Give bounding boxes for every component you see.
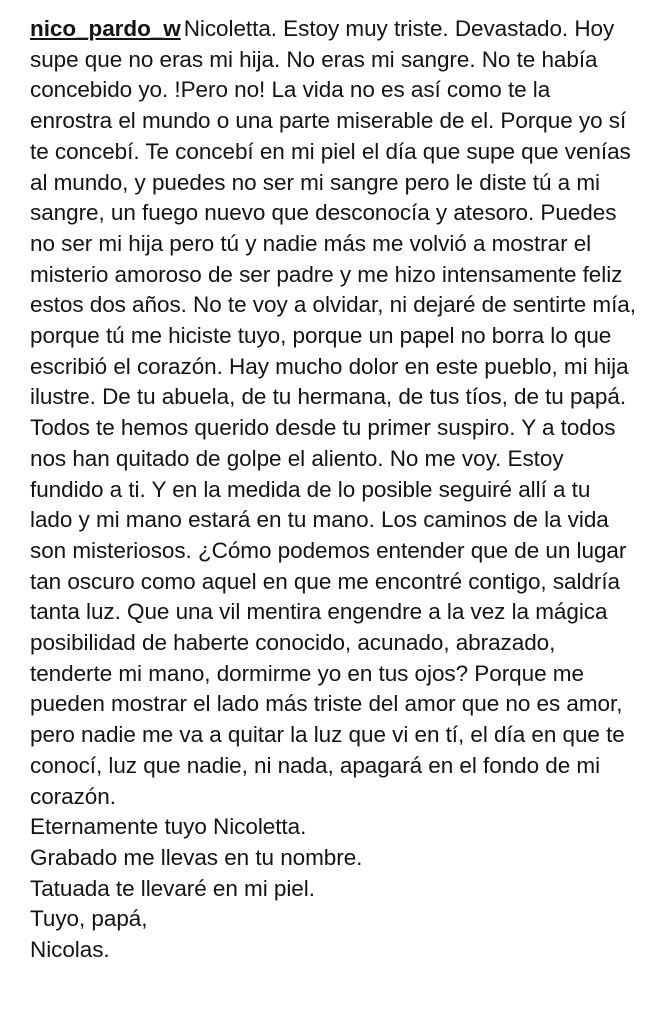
caption-text-2: Eternamente tuyo Nicoletta.	[30, 814, 307, 840]
caption-paragraph-6	[30, 935, 638, 966]
caption-paragraph-5	[30, 904, 638, 935]
post-caption	[30, 14, 638, 966]
caption-text-4: Tatuada te llevaré en mi piel.	[30, 875, 315, 901]
caption-paragraph-4	[30, 874, 638, 905]
caption-paragraph-3	[30, 843, 638, 874]
caption-text-1: Nicoletta. Estoy muy triste. Devastado. Hoy supe que no eras mi hija. No eras mi sangre. No te había concebido yo. !Pero no! La vida no es así como te la enrostra el mundo o una parte miserable de el. Porque yo sí te concebí. Te concebí en mi piel el día que supe que venías al mundo, y puedes no ser mi sangre pero le diste tú a mi sangre, un fuego nuevo que desconocía y atesoro. Puedes no ser mi hija pero tú y nadie más me volvió a mostrar el misterio amoroso de ser padre y me hizo intensamente feliz estos dos años. No te voy a olvidar, ni dejaré de sentirte mía, porque tú me hiciste tuyo, porque un papel no borra lo que escribió el corazón. Hay mucho dolor en este pueblo, mi hija ilustre. De tu abuela, de tu hermana, de tus tíos, de tu papá. Todos te hemos querido desde tu primer suspiro. Y a todos nos han quitado de golpe el aliento. No me voy. Estoy fundido a ti. Y en la medida de lo posible seguiré allí a tu lado y mi mano estará en tu mano. Los caminos de la vida son misteriosos. ¿Cómo podemos entender que de un lugar tan oscuro como aquel en que me encontré contigo, saldría tanta luz. Que una vil mentira engendre a la vez la mágica posibilidad de haberte conocido, acunado, abrazado, tenderte mi mano, dormirme yo en tus ojos? Porque me pueden mostrar el lado más triste del amor que no es amor, pero nadie me va a quitar la luz que vi en tí, el día en que te conocí, luz que nadie, ni nada, apagará en el fondo de mi corazón.	[30, 16, 636, 809]
username-link[interactable]: nico_pardo_w	[30, 16, 181, 41]
caption-paragraph-2	[30, 812, 638, 843]
caption-text-3: Grabado me llevas en tu nombre.	[30, 844, 363, 870]
caption-text-6: Nicolas.	[30, 937, 110, 963]
caption-text-5: Tuyo, papá,	[30, 906, 148, 932]
caption-paragraph-1	[30, 14, 638, 812]
